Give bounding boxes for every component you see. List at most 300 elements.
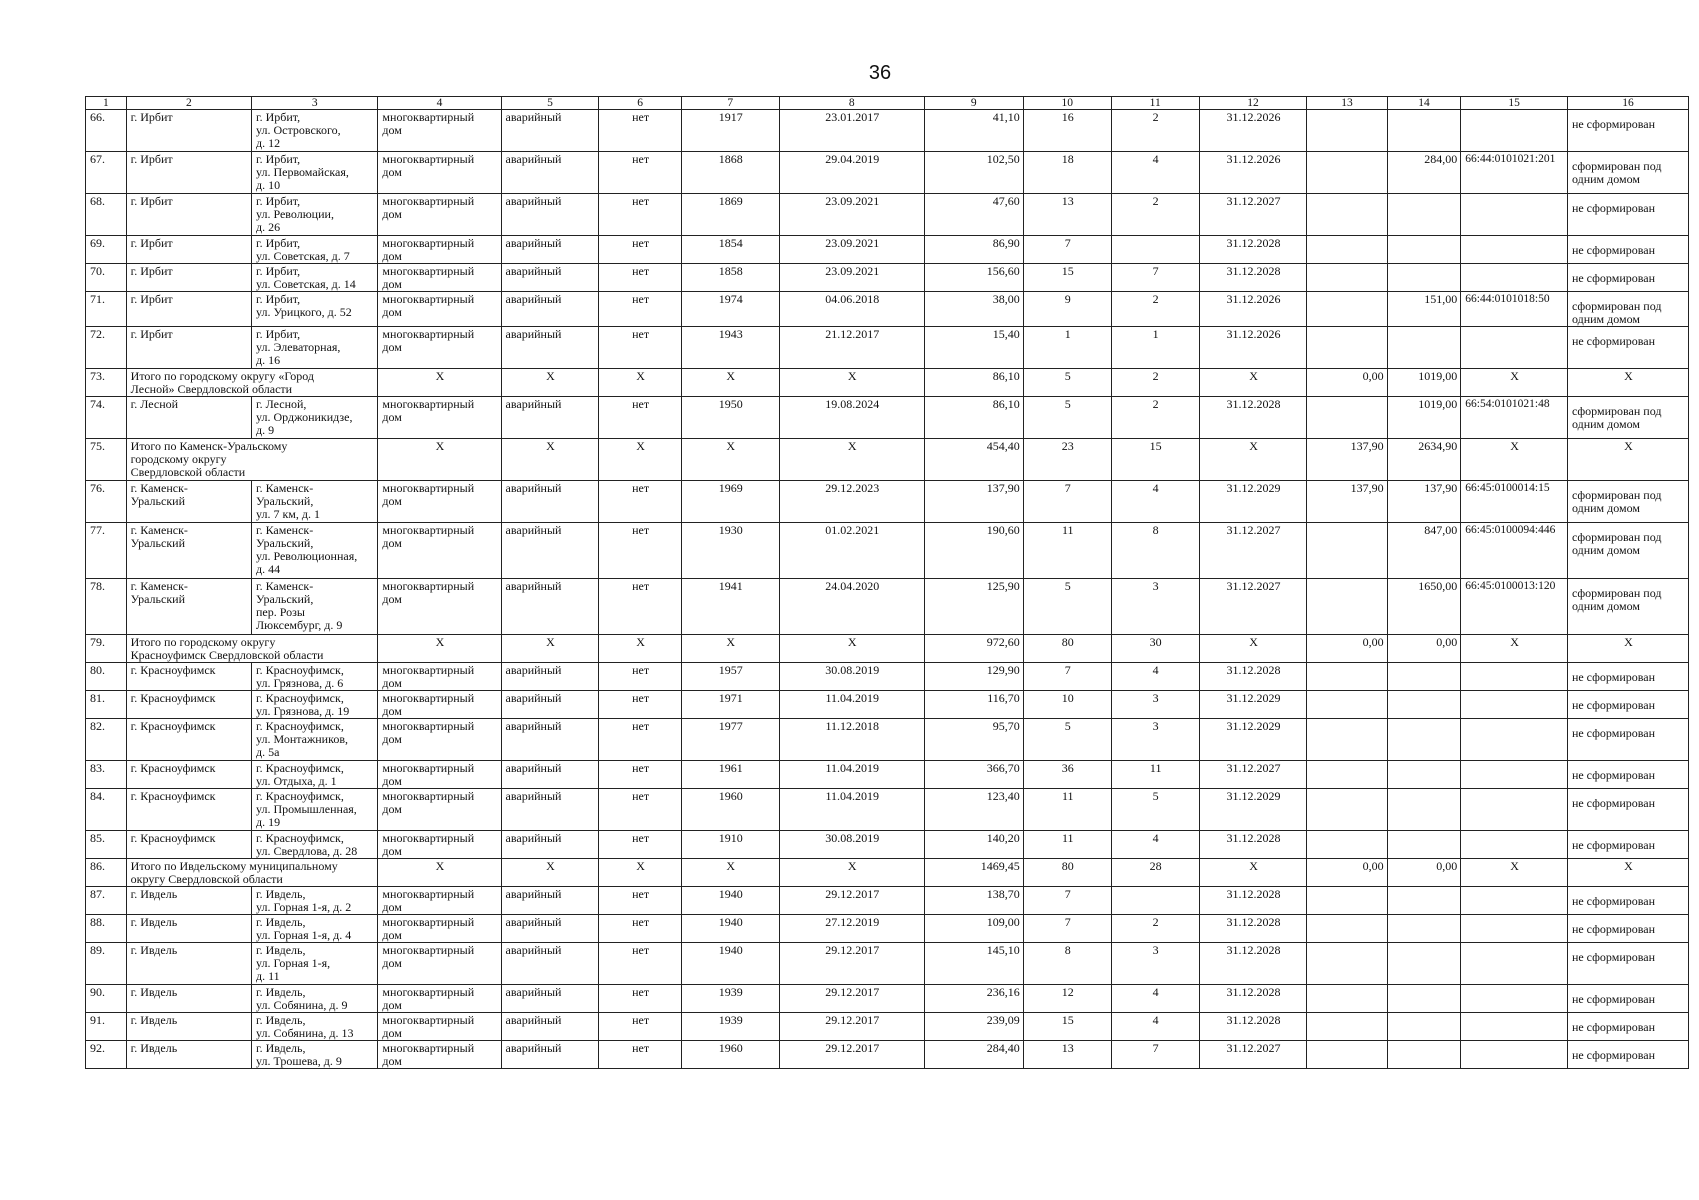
municipality: г. Каменск- Уральский [126, 579, 251, 635]
flag-value: нет [599, 110, 681, 152]
value-col13 [1307, 831, 1387, 859]
flag-value: нет [599, 887, 681, 915]
building-type: многоквартирный дом [378, 915, 501, 943]
area-value: 95,70 [924, 719, 1023, 761]
flag-value: нет [599, 481, 681, 523]
building-type: многоквартирный дом [378, 761, 501, 789]
count-col11: 4 [1111, 1013, 1199, 1041]
row-number: 79. [86, 635, 127, 663]
recognition-date: 11.12.2018 [779, 719, 924, 761]
row-number: 67. [86, 152, 127, 194]
row-number: 68. [86, 194, 127, 236]
flag-value: нет [599, 943, 681, 985]
cadastral-number [1461, 789, 1568, 831]
build-year: 1950 [681, 397, 779, 439]
building-status: аварийный [501, 887, 599, 915]
flag-value: нет [599, 397, 681, 439]
build-year: 1971 [681, 691, 779, 719]
cadastral-number [1461, 663, 1568, 691]
flag-value: нет [599, 719, 681, 761]
flag-value: нет [599, 327, 681, 369]
recognition-date: 23.09.2021 [779, 264, 924, 292]
x-mark: X [1199, 635, 1307, 663]
build-year: 1869 [681, 194, 779, 236]
value-col14: 137,90 [1387, 481, 1461, 523]
row-number: 69. [86, 236, 127, 264]
deadline-date: 31.12.2028 [1199, 915, 1307, 943]
build-year: 1960 [681, 1041, 779, 1069]
municipality: г. Красноуфимск [126, 663, 251, 691]
build-year: 1917 [681, 110, 779, 152]
municipality: г. Красноуфимск [126, 789, 251, 831]
value-col14 [1387, 985, 1461, 1013]
count-col11: 4 [1111, 831, 1199, 859]
value-col14 [1387, 831, 1461, 859]
table-row [86, 579, 1689, 635]
value-col14 [1387, 915, 1461, 943]
flag-value: нет [599, 523, 681, 579]
table-row [86, 943, 1689, 985]
table-row [86, 523, 1689, 579]
value-col13 [1307, 327, 1387, 369]
table-row [86, 481, 1689, 523]
building-status: аварийный [501, 663, 599, 691]
value-col13: 0,00 [1307, 635, 1387, 663]
value-col13 [1307, 915, 1387, 943]
address: г. Ирбит, ул. Советская, д. 7 [252, 236, 378, 264]
cadastral-number: 66:45:0100013:120 [1461, 579, 1568, 635]
column-number: 14 [1387, 97, 1461, 110]
recognition-date: 30.08.2019 [779, 663, 924, 691]
build-year: 1941 [681, 579, 779, 635]
address: г. Ирбит, ул. Советская, д. 14 [252, 264, 378, 292]
column-number: 10 [1023, 97, 1111, 110]
x-mark: X [779, 859, 924, 887]
cadastral-number [1461, 1041, 1568, 1069]
flag-value: нет [599, 264, 681, 292]
table-row [86, 985, 1689, 1013]
address: г. Ивдель, ул. Собянина, д. 9 [252, 985, 378, 1013]
deadline-date: 31.12.2028 [1199, 236, 1307, 264]
municipality: г. Красноуфимск [126, 761, 251, 789]
build-year: 1943 [681, 327, 779, 369]
recognition-date: 24.04.2020 [779, 579, 924, 635]
building-status: аварийный [501, 1013, 599, 1041]
x-mark: X [501, 635, 599, 663]
value-col13: 137,90 [1307, 481, 1387, 523]
count-col10: 5 [1023, 397, 1111, 439]
value-col13: 0,00 [1307, 369, 1387, 397]
table-row [86, 761, 1689, 789]
x-mark: X [501, 369, 599, 397]
address: г. Ивдель, ул. Горная 1-я, д. 2 [252, 887, 378, 915]
row-number: 77. [86, 523, 127, 579]
column-number: 9 [924, 97, 1023, 110]
total-row [86, 859, 1689, 887]
total-label: Итого по Ивдельскому муниципальному округу Свердловской области [126, 859, 378, 887]
row-number: 87. [86, 887, 127, 915]
value-col14: 284,00 [1387, 152, 1461, 194]
cadastral-number [1461, 943, 1568, 985]
count-col11: 8 [1111, 523, 1199, 579]
count-col11: 2 [1111, 292, 1199, 327]
address: г. Ивдель, ул. Собянина, д. 13 [252, 1013, 378, 1041]
cadastral-number: 66:54:0101021:48 [1461, 397, 1568, 439]
area-value: 236,16 [924, 985, 1023, 1013]
count-col10: 7 [1023, 236, 1111, 264]
build-year: 1940 [681, 915, 779, 943]
x-mark: X [501, 439, 599, 481]
building-type: многоквартирный дом [378, 264, 501, 292]
deadline-date: 31.12.2028 [1199, 887, 1307, 915]
flag-value: нет [599, 292, 681, 327]
deadline-date: 31.12.2027 [1199, 761, 1307, 789]
x-mark: X [378, 635, 501, 663]
deadline-date: 31.12.2029 [1199, 719, 1307, 761]
address: г. Ирбит, ул. Урицкого, д. 52 [252, 292, 378, 327]
recognition-date: 11.04.2019 [779, 761, 924, 789]
count-col11: 4 [1111, 663, 1199, 691]
row-number: 78. [86, 579, 127, 635]
total-row [86, 439, 1689, 481]
value-col14 [1387, 327, 1461, 369]
building-status: аварийный [501, 719, 599, 761]
count-col10: 1 [1023, 327, 1111, 369]
count-col10: 12 [1023, 985, 1111, 1013]
count-col11: 1 [1111, 327, 1199, 369]
flag-value: нет [599, 915, 681, 943]
total-label: Итого по Каменск-Уральскому городскому округу Свердловской области [126, 439, 378, 481]
address: г. Лесной, ул. Орджоникидзе, д. 9 [252, 397, 378, 439]
total-row [86, 369, 1689, 397]
building-status: аварийный [501, 481, 599, 523]
address: г. Каменск- Уральский, ул. Революционная, д. 44 [252, 523, 378, 579]
deadline-date: 31.12.2028 [1199, 663, 1307, 691]
land-status: сформирован под одним домом [1567, 579, 1688, 635]
area-value: 140,20 [924, 831, 1023, 859]
x-mark: X [1567, 859, 1688, 887]
total-label: Итого по городскому округу Красноуфимск Свердловской области [126, 635, 378, 663]
address: г. Ивдель, ул. Горная 1-я, д. 11 [252, 943, 378, 985]
x-mark: X [1461, 369, 1568, 397]
count-col10: 11 [1023, 789, 1111, 831]
land-status: не сформирован [1567, 110, 1688, 152]
building-type: многоквартирный дом [378, 789, 501, 831]
building-type: многоквартирный дом [378, 236, 501, 264]
flag-value: нет [599, 194, 681, 236]
address: г. Ирбит, ул. Элеваторная, д. 16 [252, 327, 378, 369]
recognition-date: 23.09.2021 [779, 236, 924, 264]
count-col11: 2 [1111, 194, 1199, 236]
address: г. Красноуфимск, ул. Свердлова, д. 28 [252, 831, 378, 859]
area-value: 972,60 [924, 635, 1023, 663]
x-mark: X [1567, 635, 1688, 663]
column-number: 4 [378, 97, 501, 110]
value-col13 [1307, 761, 1387, 789]
flag-value: нет [599, 579, 681, 635]
value-col14 [1387, 719, 1461, 761]
building-type: многоквартирный дом [378, 943, 501, 985]
row-number: 75. [86, 439, 127, 481]
total-row [86, 635, 1689, 663]
deadline-date: 31.12.2026 [1199, 292, 1307, 327]
building-status: аварийный [501, 579, 599, 635]
value-col14 [1387, 1013, 1461, 1041]
land-status: не сформирован [1567, 887, 1688, 915]
count-col11: 4 [1111, 985, 1199, 1013]
deadline-date: 31.12.2027 [1199, 194, 1307, 236]
table-row [86, 152, 1689, 194]
value-col13 [1307, 523, 1387, 579]
value-col13 [1307, 943, 1387, 985]
x-mark: X [1199, 439, 1307, 481]
cadastral-number: 66:44:0101021:201 [1461, 152, 1568, 194]
x-mark: X [1461, 439, 1568, 481]
count-col11: 5 [1111, 789, 1199, 831]
count-col11 [1111, 236, 1199, 264]
x-mark: X [1461, 635, 1568, 663]
cadastral-number [1461, 831, 1568, 859]
area-value: 366,70 [924, 761, 1023, 789]
value-col14: 2634,90 [1387, 439, 1461, 481]
count-col11: 3 [1111, 719, 1199, 761]
x-mark: X [599, 439, 681, 481]
table-row [86, 110, 1689, 152]
count-col10: 80 [1023, 635, 1111, 663]
value-col14 [1387, 1041, 1461, 1069]
value-col13 [1307, 663, 1387, 691]
build-year: 1961 [681, 761, 779, 789]
building-status: аварийный [501, 264, 599, 292]
row-number: 80. [86, 663, 127, 691]
x-mark: X [378, 439, 501, 481]
land-status: не сформирован [1567, 943, 1688, 985]
cadastral-number [1461, 110, 1568, 152]
row-number: 89. [86, 943, 127, 985]
building-type: многоквартирный дом [378, 579, 501, 635]
column-number: 3 [252, 97, 378, 110]
deadline-date: 31.12.2027 [1199, 523, 1307, 579]
row-number: 88. [86, 915, 127, 943]
cadastral-number: 66:44:0101018:50 [1461, 292, 1568, 327]
building-type: многоквартирный дом [378, 1041, 501, 1069]
row-number: 72. [86, 327, 127, 369]
cadastral-number [1461, 761, 1568, 789]
count-col10: 7 [1023, 915, 1111, 943]
count-col11: 2 [1111, 915, 1199, 943]
land-status: не сформирован [1567, 831, 1688, 859]
area-value: 123,40 [924, 789, 1023, 831]
flag-value: нет [599, 663, 681, 691]
address: г. Ирбит, ул. Первомайская, д. 10 [252, 152, 378, 194]
land-status: не сформирован [1567, 985, 1688, 1013]
recognition-date: 29.12.2017 [779, 943, 924, 985]
cadastral-number [1461, 327, 1568, 369]
column-number: 11 [1111, 97, 1199, 110]
deadline-date: 31.12.2027 [1199, 579, 1307, 635]
count-col10: 5 [1023, 579, 1111, 635]
land-status: сформирован под одним домом [1567, 523, 1688, 579]
flag-value: нет [599, 761, 681, 789]
cadastral-number [1461, 194, 1568, 236]
area-value: 15,40 [924, 327, 1023, 369]
area-value: 86,90 [924, 236, 1023, 264]
table-body [86, 97, 1689, 1069]
building-status: аварийный [501, 789, 599, 831]
building-status: аварийный [501, 152, 599, 194]
cadastral-number: 66:45:0100094:446 [1461, 523, 1568, 579]
build-year: 1868 [681, 152, 779, 194]
x-mark: X [681, 369, 779, 397]
municipality: г. Ирбит [126, 264, 251, 292]
recognition-date: 04.06.2018 [779, 292, 924, 327]
recognition-date: 11.04.2019 [779, 691, 924, 719]
x-mark: X [501, 859, 599, 887]
count-col10: 23 [1023, 439, 1111, 481]
value-col13 [1307, 691, 1387, 719]
flag-value: нет [599, 236, 681, 264]
deadline-date: 31.12.2029 [1199, 481, 1307, 523]
x-mark: X [378, 369, 501, 397]
deadline-date: 31.12.2027 [1199, 1041, 1307, 1069]
table-row [86, 1013, 1689, 1041]
value-col13 [1307, 236, 1387, 264]
building-status: аварийный [501, 831, 599, 859]
build-year: 1977 [681, 719, 779, 761]
building-status: аварийный [501, 915, 599, 943]
row-number: 71. [86, 292, 127, 327]
count-col10: 7 [1023, 481, 1111, 523]
address: г. Красноуфимск, ул. Грязнова, д. 6 [252, 663, 378, 691]
row-number: 76. [86, 481, 127, 523]
column-number-row [86, 97, 1689, 110]
count-col10: 18 [1023, 152, 1111, 194]
count-col10: 11 [1023, 523, 1111, 579]
table-row [86, 236, 1689, 264]
municipality: г. Каменск- Уральский [126, 523, 251, 579]
build-year: 1939 [681, 985, 779, 1013]
land-status: не сформирован [1567, 1041, 1688, 1069]
row-number: 83. [86, 761, 127, 789]
area-value: 47,60 [924, 194, 1023, 236]
count-col11: 3 [1111, 691, 1199, 719]
recognition-date: 29.12.2017 [779, 1041, 924, 1069]
count-col10: 15 [1023, 1013, 1111, 1041]
municipality: г. Каменск- Уральский [126, 481, 251, 523]
address: г. Ирбит, ул. Островского, д. 12 [252, 110, 378, 152]
area-value: 38,00 [924, 292, 1023, 327]
land-status: не сформирован [1567, 1013, 1688, 1041]
address: г. Красноуфимск, ул. Грязнова, д. 19 [252, 691, 378, 719]
build-year: 1969 [681, 481, 779, 523]
x-mark: X [1461, 859, 1568, 887]
table-row [86, 789, 1689, 831]
value-col14 [1387, 264, 1461, 292]
count-col10: 13 [1023, 194, 1111, 236]
count-col11: 2 [1111, 110, 1199, 152]
build-year: 1930 [681, 523, 779, 579]
column-number: 16 [1567, 97, 1688, 110]
flag-value: нет [599, 831, 681, 859]
column-number: 8 [779, 97, 924, 110]
land-status: не сформирован [1567, 761, 1688, 789]
x-mark: X [779, 439, 924, 481]
count-col11: 7 [1111, 1041, 1199, 1069]
recognition-date: 23.01.2017 [779, 110, 924, 152]
deadline-date: 31.12.2028 [1199, 985, 1307, 1013]
build-year: 1939 [681, 1013, 779, 1041]
land-status: не сформирован [1567, 789, 1688, 831]
value-col14 [1387, 887, 1461, 915]
table-row [86, 264, 1689, 292]
building-status: аварийный [501, 236, 599, 264]
municipality: г. Ивдель [126, 985, 251, 1013]
building-type: многоквартирный дом [378, 110, 501, 152]
total-label: Итого по городскому округу «Город Лесной» Свердловской области [126, 369, 378, 397]
municipality: г. Лесной [126, 397, 251, 439]
municipality: г. Красноуфимск [126, 831, 251, 859]
cadastral-number [1461, 887, 1568, 915]
area-value: 116,70 [924, 691, 1023, 719]
building-type: многоквартирный дом [378, 152, 501, 194]
building-type: многоквартирный дом [378, 397, 501, 439]
area-value: 239,09 [924, 1013, 1023, 1041]
municipality: г. Ивдель [126, 1013, 251, 1041]
count-col10: 16 [1023, 110, 1111, 152]
x-mark: X [779, 635, 924, 663]
municipality: г. Ирбит [126, 327, 251, 369]
count-col10: 5 [1023, 369, 1111, 397]
x-mark: X [779, 369, 924, 397]
area-value: 137,90 [924, 481, 1023, 523]
value-col14: 1019,00 [1387, 369, 1461, 397]
deadline-date: 31.12.2028 [1199, 831, 1307, 859]
building-type: многоквартирный дом [378, 327, 501, 369]
build-year: 1940 [681, 887, 779, 915]
recognition-date: 19.08.2024 [779, 397, 924, 439]
count-col10: 7 [1023, 663, 1111, 691]
building-type: многоквартирный дом [378, 194, 501, 236]
count-col11: 2 [1111, 397, 1199, 439]
building-status: аварийный [501, 194, 599, 236]
x-mark: X [599, 635, 681, 663]
deadline-date: 31.12.2029 [1199, 789, 1307, 831]
municipality: г. Ивдель [126, 915, 251, 943]
municipality: г. Ирбит [126, 110, 251, 152]
count-col11: 4 [1111, 481, 1199, 523]
table-row [86, 719, 1689, 761]
count-col10: 13 [1023, 1041, 1111, 1069]
building-status: аварийный [501, 761, 599, 789]
value-col13 [1307, 789, 1387, 831]
deadline-date: 31.12.2028 [1199, 264, 1307, 292]
value-col13 [1307, 579, 1387, 635]
value-col13 [1307, 1041, 1387, 1069]
build-year: 1910 [681, 831, 779, 859]
count-col11: 3 [1111, 579, 1199, 635]
municipality: г. Красноуфимск [126, 719, 251, 761]
table-row [86, 691, 1689, 719]
value-col14 [1387, 789, 1461, 831]
flag-value: нет [599, 1013, 681, 1041]
building-status: аварийный [501, 1041, 599, 1069]
area-value: 102,50 [924, 152, 1023, 194]
recognition-date: 21.12.2017 [779, 327, 924, 369]
count-col10: 10 [1023, 691, 1111, 719]
land-status: сформирован под одним домом [1567, 152, 1688, 194]
building-type: многоквартирный дом [378, 292, 501, 327]
building-status: аварийный [501, 327, 599, 369]
